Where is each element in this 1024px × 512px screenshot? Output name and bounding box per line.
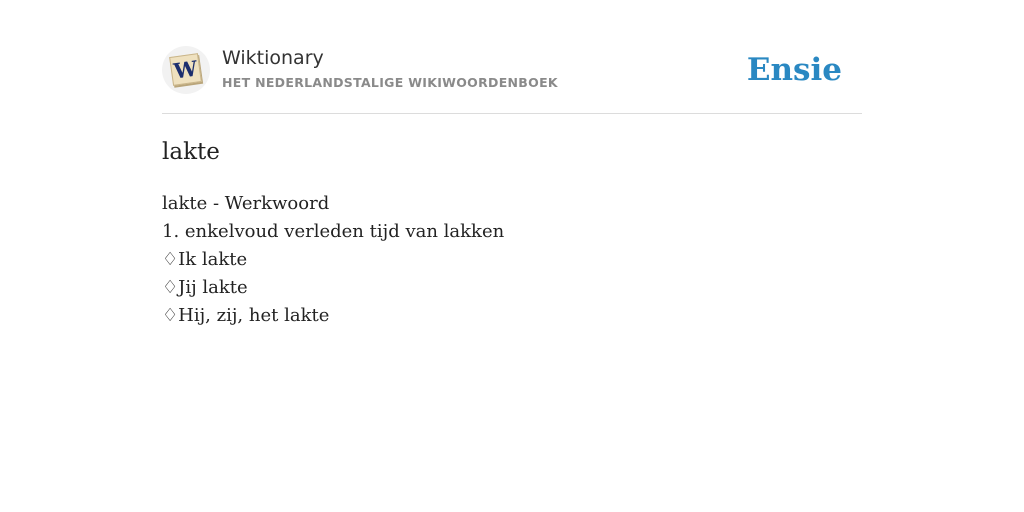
example-line: ♢Jij lakte	[162, 277, 248, 298]
header-divider	[162, 113, 862, 114]
definition-body	[162, 190, 504, 330]
wiktionary-logo[interactable]	[162, 46, 210, 94]
example-line: ♢Hij, zij, het lakte	[162, 305, 330, 326]
page-title: lakte	[162, 139, 220, 165]
site-tagline: HET NEDERLANDSTALIGE WIKIWOORDENBOEK	[222, 75, 558, 90]
example-line: ♢Ik lakte	[162, 249, 248, 270]
logo-letter: W	[172, 55, 199, 84]
header	[162, 46, 862, 96]
site-name[interactable]: Wiktionary	[222, 47, 324, 69]
definition-line: 1. enkelvoud verleden tijd van lakken	[162, 221, 505, 242]
ensie-brand-link[interactable]: Ensie	[746, 52, 842, 88]
definition-line: lakte - Werkwoord	[162, 193, 330, 214]
logo-tile-icon	[169, 53, 202, 86]
